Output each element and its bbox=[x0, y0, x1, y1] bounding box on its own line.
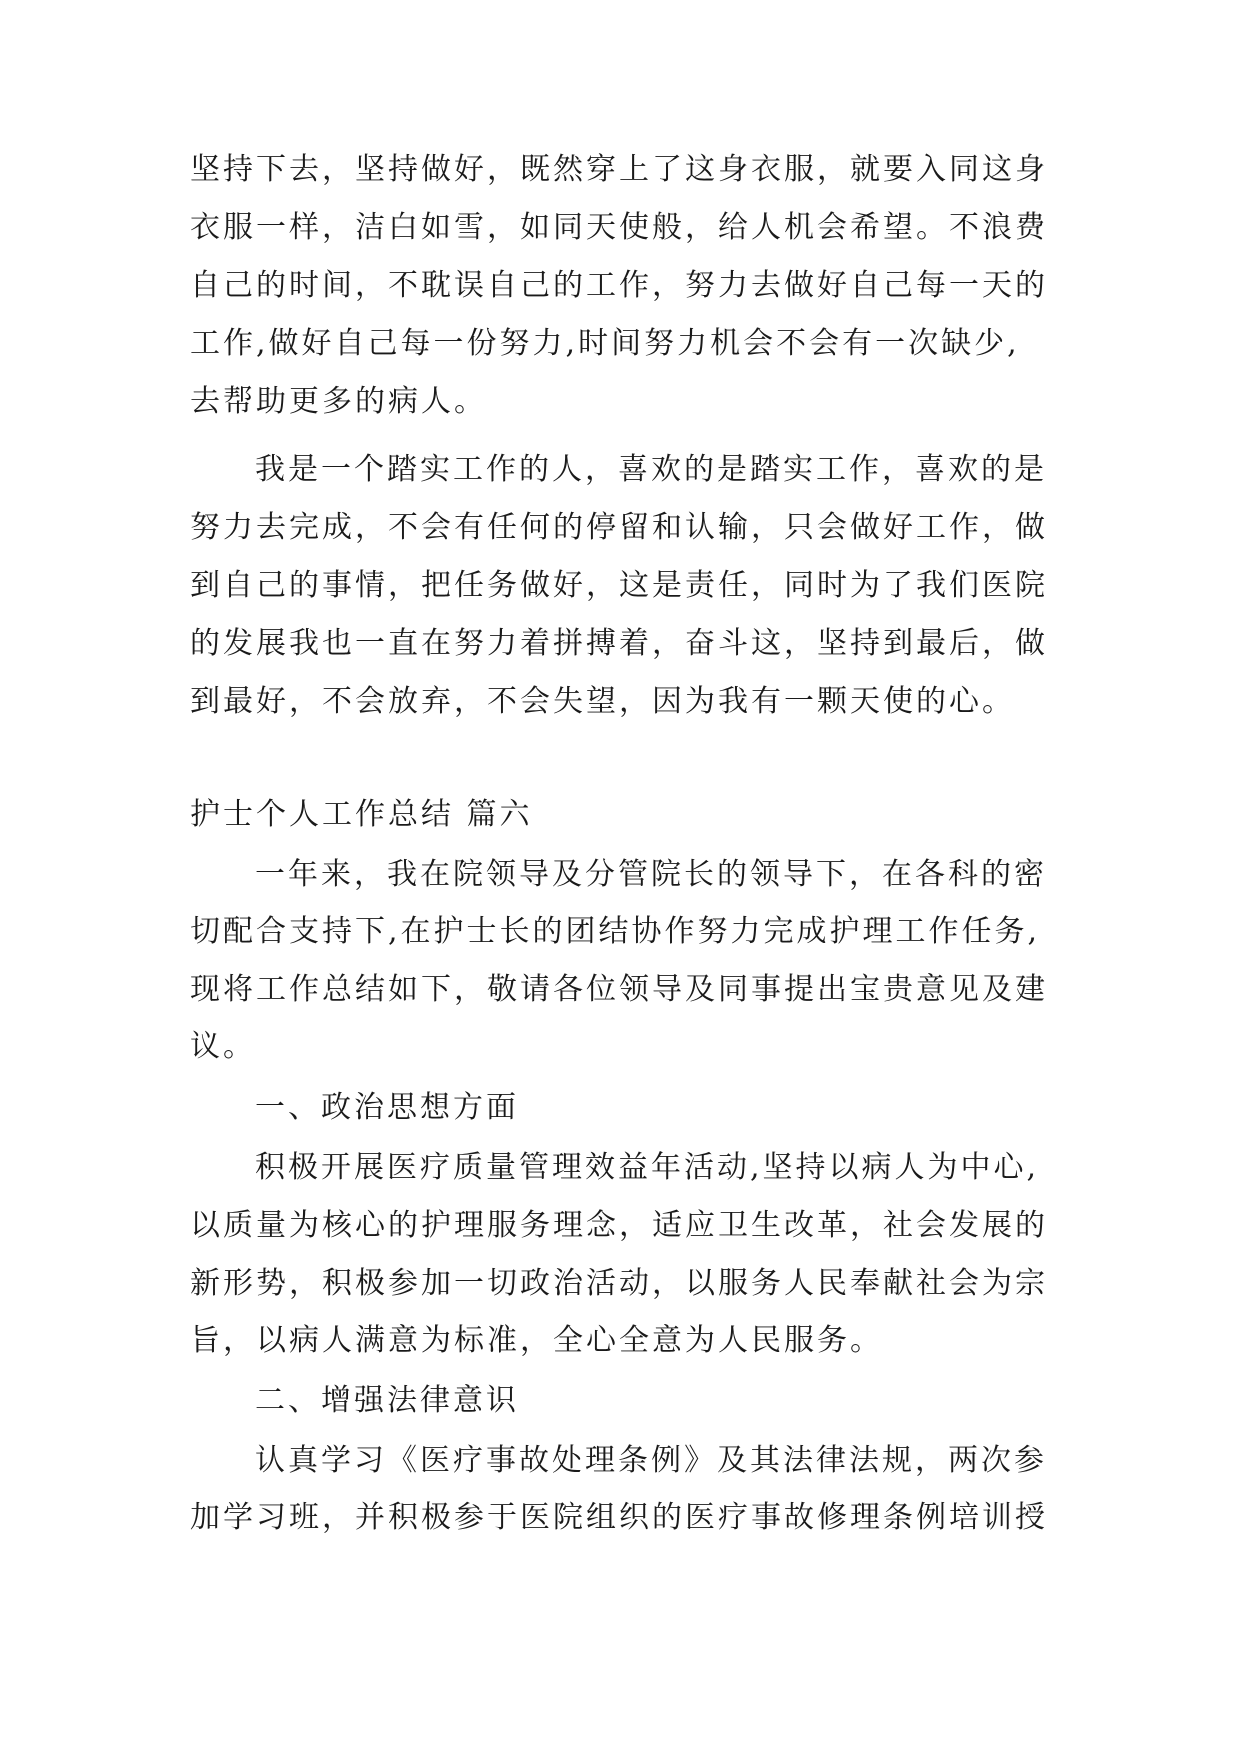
text-line: 积极开展医疗质量管理效益年活动,坚持以病人为中心, bbox=[255, 1150, 1040, 1185]
text-line: 自己的时间，不耽误自己的工作，努力去做好自己每一天的 bbox=[190, 268, 1048, 303]
text-line: 加学习班，并积极参于医院组织的医疗事故修理条例培训授 bbox=[190, 1500, 1048, 1535]
text-line: 的发展我也一直在努力着拼搏着，奋斗这，坚持到最后，做 bbox=[190, 626, 1048, 661]
text-line: 坚持下去，坚持做好，既然穿上了这身衣服，就要入同这身 bbox=[190, 152, 1048, 187]
text-line: 认真学习《医疗事故处理条例》及其法律法规，两次参 bbox=[255, 1443, 1047, 1478]
text-line: 去帮助更多的病人。 bbox=[190, 384, 487, 419]
section-title: 护士个人工作总结 篇六 bbox=[190, 797, 533, 832]
text-line: 一年来，我在院领导及分管院长的领导下，在各科的密 bbox=[255, 857, 1047, 892]
text-line: 努力去完成，不会有任何的停留和认输，只会做好工作，做 bbox=[190, 510, 1048, 545]
text-line: 衣服一样，洁白如雪，如同天使般，给人机会希望。不浪费 bbox=[190, 210, 1048, 245]
text-line: 新形势，积极参加一切政治活动，以服务人民奉献社会为宗 bbox=[190, 1266, 1048, 1301]
text-line: 议。 bbox=[190, 1029, 256, 1064]
text-line: 切配合支持下,在护士长的团结协作努力完成护理工作任务, bbox=[190, 914, 1041, 949]
heading-1: 一、政治思想方面 bbox=[255, 1090, 519, 1125]
text-line: 旨，以病人满意为标准，全心全意为人民服务。 bbox=[190, 1323, 883, 1358]
text-line: 我是一个踏实工作的人，喜欢的是踏实工作，喜欢的是 bbox=[255, 452, 1047, 487]
text-line: 现将工作总结如下，敬请各位领导及同事提出宝贵意见及建 bbox=[190, 972, 1048, 1007]
heading-2: 二、增强法律意识 bbox=[255, 1383, 519, 1418]
text-line: 到最好，不会放弃，不会失望，因为我有一颗天使的心。 bbox=[190, 684, 1015, 719]
text-line: 工作,做好自己每一份努力,时间努力机会不会有一次缺少, bbox=[190, 326, 1020, 361]
text-line: 以质量为核心的护理服务理念，适应卫生改革，社会发展的 bbox=[190, 1208, 1048, 1243]
text-line: 到自己的事情，把任务做好，这是责任，同时为了我们医院 bbox=[190, 568, 1048, 603]
